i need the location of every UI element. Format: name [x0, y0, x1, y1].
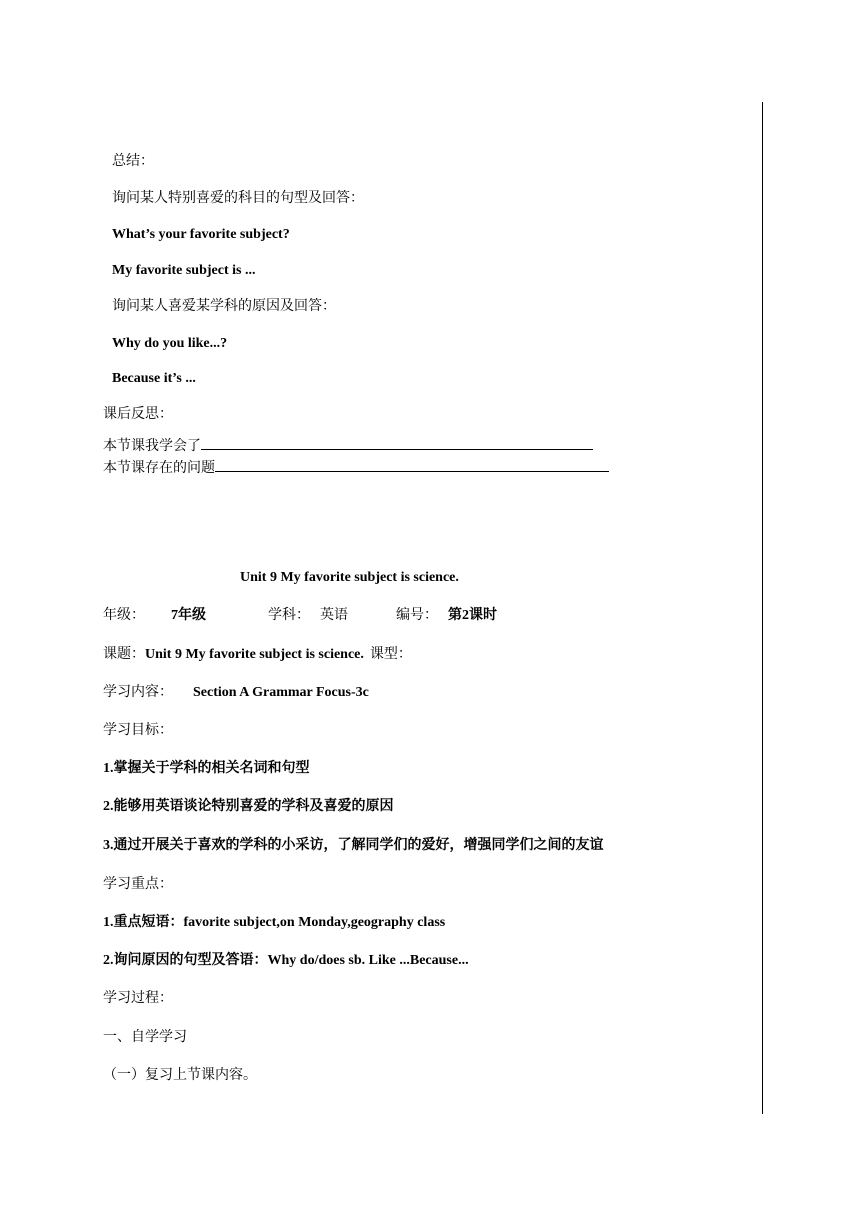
lesson-topic-row — [103, 646, 412, 664]
summary-q1-intro: 询问某人特别喜爱的科目的句型及回答： — [112, 191, 364, 206]
right-margin-rule — [762, 102, 763, 1114]
summary-heading: 总结： — [112, 154, 154, 169]
subject-value: 英语 — [320, 608, 348, 623]
process-heading: 学习过程： — [103, 991, 173, 1006]
lesson-title: Unit 9 My favorite subject is science. — [240, 570, 459, 585]
reflection-problems-label: 本节课存在的问题 — [103, 461, 215, 476]
summary-q1: What’s your favorite subject? — [112, 227, 290, 242]
focus-item: 2.询问原因的句型及答语：Why do/does sb. Like ...Because... — [103, 953, 469, 968]
topic-label: 课题： — [103, 647, 145, 662]
goal-item: 3.通过开展关于喜欢的学科的小采访，了解同学们的爱好，增强同学们之间的友谊 — [103, 838, 604, 853]
focus-item: 1.重点短语：favorite subject,on Monday,geography class — [103, 915, 446, 930]
goal-item: 2.能够用英语谈论特别喜爱的学科及喜爱的原因 — [103, 799, 394, 814]
grade-label: 年级： — [103, 608, 145, 623]
grade-value: 7年级 — [171, 608, 206, 623]
fill-in-blank-line — [201, 435, 593, 450]
focus-heading: 学习重点： — [103, 877, 173, 892]
fill-in-blank-line — [215, 457, 609, 472]
section-heading: 一、自学学习 — [103, 1030, 187, 1045]
reflection-learned — [103, 435, 593, 456]
summary-a2: Because it’s ... — [112, 371, 196, 386]
goal-item: 1.掌握关于学科的相关名词和句型 — [103, 761, 310, 776]
number-value: 第2课时 — [448, 608, 497, 623]
reflection-problems — [103, 457, 609, 478]
summary-a1: My favorite subject is ... — [112, 263, 256, 278]
reflection-heading: 课后反思： — [103, 407, 173, 422]
goals-heading: 学习目标： — [103, 723, 173, 738]
subject-label: 学科： — [268, 608, 310, 623]
number-label: 编号： — [396, 608, 438, 623]
summary-q2-intro: 询问某人喜爱某学科的原因及回答： — [112, 299, 336, 314]
content-label: 学习内容： — [103, 685, 173, 700]
type-label: 课型： — [369, 647, 412, 662]
subsection-heading: （一）复习上节课内容。 — [103, 1068, 257, 1083]
summary-q2: Why do you like...? — [112, 336, 228, 351]
topic-value: Unit 9 My favorite subject is science. — [145, 647, 364, 662]
lesson-meta-row — [103, 607, 497, 625]
reflection-learned-label: 本节课我学会了 — [103, 439, 201, 454]
content-value: Section A Grammar Focus-3c — [193, 685, 369, 700]
lesson-content-row — [103, 684, 369, 702]
